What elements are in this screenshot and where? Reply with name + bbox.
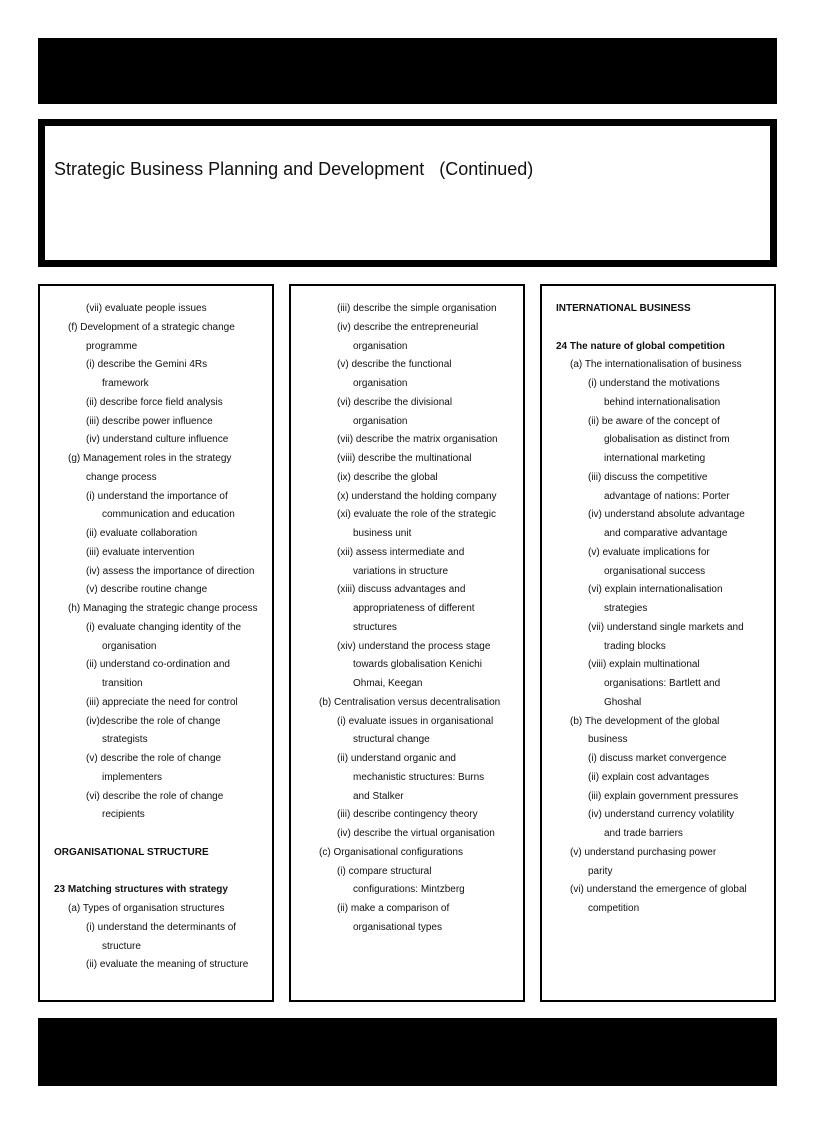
syllabus-line: (vi) understand the emergence of global (570, 884, 747, 896)
syllabus-line: (vii) understand single markets and (588, 621, 744, 633)
syllabus-line: (a) Types of organisation structures (68, 903, 225, 914)
syllabus-line: framework (102, 378, 149, 389)
syllabus-line: (iv) describe the virtual organisation (337, 828, 495, 839)
syllabus-line: (vii) evaluate people issues (86, 303, 207, 314)
syllabus-line: recipients (102, 809, 145, 821)
section-heading: ORGANISATIONAL STRUCTURE (54, 846, 209, 858)
syllabus-line: (ii) understand co-ordination and (86, 659, 230, 671)
syllabus-line: change process (86, 471, 157, 483)
syllabus-line: (ii) be aware of the concept of (588, 415, 720, 427)
syllabus-line: (iv) understand currency volatility (588, 809, 735, 821)
syllabus-line: (i) describe the Gemini 4Rs (86, 359, 208, 371)
syllabus-line: (ii) make a comparison of (337, 903, 450, 914)
syllabus-line: (v) describe the functional (337, 359, 452, 371)
syllabus-line: organisation (353, 378, 408, 389)
syllabus-line: international marketing (604, 453, 706, 464)
syllabus-line: (iii) describe the simple organisation (337, 303, 497, 314)
page-title: Strategic Business Planning and Development (Continued) (54, 159, 534, 179)
syllabus-line: structural change (353, 734, 430, 746)
syllabus-line: (iv) assess the importance of direction (86, 565, 255, 577)
title-frame (38, 119, 777, 267)
syllabus-line: (xiv) understand the process stage (337, 640, 491, 652)
syllabus-line: (v) evaluate implications for (588, 546, 710, 558)
syllabus-line: parity (588, 865, 613, 877)
section-heading: INTERNATIONAL BUSINESS (556, 303, 691, 314)
syllabus-line: (ix) describe the global (337, 471, 438, 483)
syllabus-line: (xiii) discuss advantages and (337, 584, 466, 596)
syllabus-line: (i) compare structural (337, 865, 432, 877)
syllabus-line: Ohmai, Keegan (353, 678, 423, 689)
syllabus-line: appropriateness of different (353, 603, 475, 614)
syllabus-line: (v) describe the role of change (86, 753, 222, 764)
blank-line (40, 863, 272, 882)
syllabus-line: organisation (353, 340, 408, 352)
syllabus-line: (c) Organisational configurations (319, 846, 463, 858)
syllabus-line: (viii) describe the multinational (337, 453, 472, 464)
section-heading: 23 Matching structures with strategy (54, 884, 228, 896)
syllabus-line: organisation (353, 415, 408, 427)
syllabus-line: (viii) explain multinational (588, 659, 700, 671)
column-1-lines (40, 300, 272, 975)
syllabus-line: mechanistic structures: Burns (353, 771, 485, 783)
syllabus-line: variations in structure (353, 565, 449, 577)
syllabus-line: (g) Management roles in the strategy (68, 453, 232, 464)
syllabus-line: (i) evaluate issues in organisational (337, 715, 494, 727)
syllabus-line: (iii) evaluate intervention (86, 546, 195, 558)
syllabus-line: (iv)describe the role of change (86, 715, 221, 727)
top-banner-bar (38, 38, 777, 104)
syllabus-line: communication and education (102, 509, 235, 521)
column-2-lines (291, 300, 523, 938)
syllabus-line: trading blocks (604, 640, 666, 652)
syllabus-line: business unit (353, 528, 412, 539)
syllabus-line: organisations: Bartlett and (604, 678, 721, 689)
syllabus-line: (ii) explain cost advantages (588, 771, 710, 783)
syllabus-column-1 (38, 284, 274, 1002)
syllabus-line: (ii) understand organic and (337, 753, 456, 764)
syllabus-line: (v) understand purchasing power (570, 846, 717, 858)
syllabus-line: (f) Development of a strategic change (68, 321, 235, 333)
syllabus-line: (i) understand the motivations (588, 378, 720, 389)
syllabus-line: (x) understand the holding company (337, 490, 497, 502)
syllabus-line: globalisation as distinct from (604, 434, 730, 446)
syllabus-line: and comparative advantage (604, 528, 728, 539)
section-heading: 24 The nature of global competition (556, 340, 725, 352)
syllabus-line: (vi) describe the role of change (86, 790, 224, 802)
syllabus-line: (xi) evaluate the role of the strategic (337, 509, 496, 521)
syllabus-line: advantage of nations: Porter (604, 490, 730, 502)
syllabus-line: (h) Managing the strategic change process (68, 603, 258, 614)
syllabus-line: business (588, 734, 628, 746)
syllabus-line: (xii) assess intermediate and (337, 546, 465, 558)
syllabus-line: and Stalker (353, 790, 404, 802)
syllabus-line: structures (353, 621, 397, 633)
syllabus-line: structure (102, 940, 141, 952)
syllabus-line: programme (86, 340, 138, 352)
syllabus-line: (i) understand the importance of (86, 490, 228, 502)
syllabus-line: (iii) describe contingency theory (337, 809, 478, 821)
syllabus-column-2 (289, 284, 525, 1002)
syllabus-line: (iii) explain government pressures (588, 790, 739, 802)
syllabus-line: (i) evaluate changing identity of the (86, 621, 242, 633)
syllabus-line: competition (588, 903, 640, 914)
syllabus-line: (b) The development of the global (570, 715, 720, 727)
blank-line (542, 319, 774, 338)
syllabus-line: configurations: Mintzberg (353, 884, 465, 896)
syllabus-line: Ghoshal (604, 696, 642, 708)
syllabus-line: strategies (604, 603, 648, 614)
syllabus-line: (vi) describe the divisional (337, 396, 453, 408)
syllabus-line: (ii) evaluate collaboration (86, 528, 198, 539)
syllabus-line: (ii) describe force field analysis (86, 396, 223, 408)
syllabus-line: (ii) evaluate the meaning of structure (86, 959, 249, 971)
syllabus-line: implementers (102, 771, 163, 783)
bottom-banner-bar (38, 1018, 777, 1086)
syllabus-line: and trade barriers (604, 828, 683, 839)
syllabus-line: (iv) understand absolute advantage (588, 509, 745, 521)
syllabus-line: organisation (102, 640, 157, 652)
syllabus-line: (iii) describe power influence (86, 415, 213, 427)
syllabus-line: (b) Centralisation versus decentralisation (319, 696, 501, 708)
syllabus-line: (vi) explain internationalisation (588, 584, 723, 596)
syllabus-line: (iv) understand culture influence (86, 434, 229, 446)
syllabus-line: organisational types (353, 921, 442, 933)
syllabus-line: (v) describe routine change (86, 584, 208, 596)
blank-line (40, 825, 272, 844)
syllabus-line: behind internationalisation (604, 396, 721, 408)
syllabus-line: (a) The internationalisation of business (570, 359, 742, 371)
syllabus-line: towards globalisation Kenichi (353, 659, 482, 671)
syllabus-line: organisational success (604, 565, 706, 577)
syllabus-line: (i) understand the determinants of (86, 921, 237, 933)
column-3-lines (542, 300, 774, 919)
syllabus-line: (iii) appreciate the need for control (86, 696, 238, 708)
syllabus-line: (iii) discuss the competitive (588, 471, 708, 483)
title-panel (45, 126, 770, 260)
syllabus-column-3 (540, 284, 776, 1002)
syllabus-line: (vii) describe the matrix organisation (337, 434, 498, 446)
syllabus-line: strategists (102, 734, 148, 746)
syllabus-line: (i) discuss market convergence (588, 753, 727, 764)
syllabus-line: transition (102, 678, 143, 689)
syllabus-line: (iv) describe the entrepreneurial (337, 321, 479, 333)
